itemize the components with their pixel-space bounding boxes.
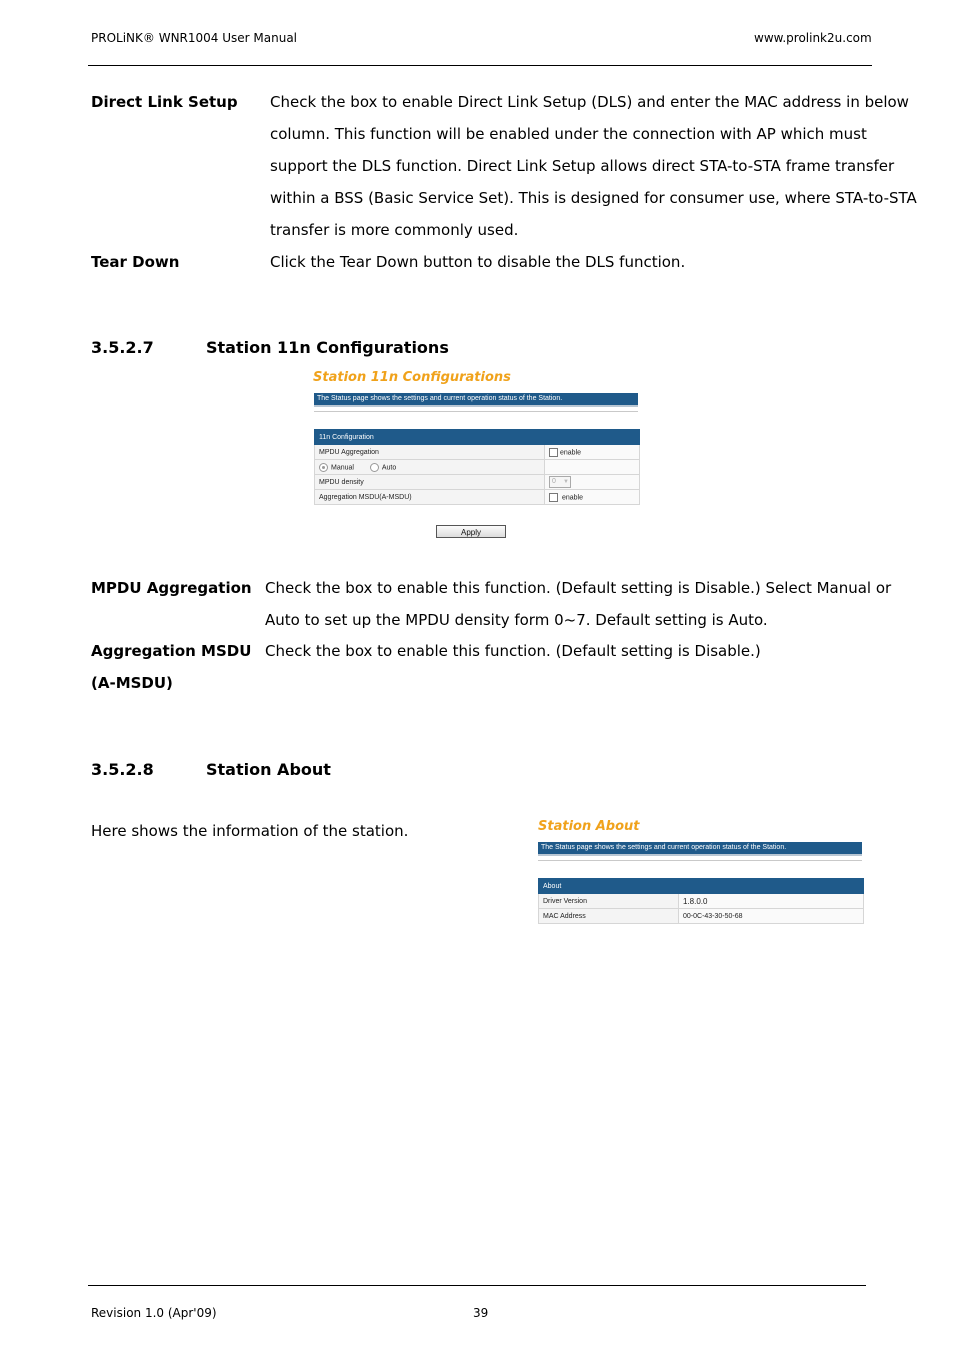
- row-mpdu-aggregation: [315, 445, 640, 460]
- section-number-11n: 3.5.2.7: [91, 338, 154, 357]
- desc-direct-link-setup: [270, 86, 917, 246]
- desc-line: support the DLS function. Direct Link Setup allows direct STA-to-STA frame transfer: [270, 157, 895, 175]
- apply-button[interactable]: Apply: [436, 525, 506, 538]
- section-title-11n: Station 11n Configurations: [206, 338, 449, 357]
- section-number-about: 3.5.2.8: [91, 760, 154, 779]
- desc-line: column. This function will be enabled under the connection with AP which must: [270, 125, 867, 143]
- table-about: [538, 878, 864, 924]
- header-left: PROLiNK® WNR1004 User Manual: [91, 31, 298, 45]
- screenshot-11n-status-bar: The Status page shows the settings and current operation status of the Station.: [314, 393, 638, 407]
- desc-line: Click the Tear Down button to disable the DLS function.: [270, 253, 686, 271]
- cell-mpdu-mode-empty: [545, 460, 640, 475]
- manual-label: Manual: [331, 463, 354, 471]
- mpdu-density-select[interactable]: [549, 476, 571, 488]
- cell-mpdu-mode: [315, 460, 545, 475]
- value-driver-version: 1.8.0.0: [679, 894, 864, 909]
- amsdu-enable-label: enable: [561, 493, 583, 501]
- desc-line: within a BSS (Basic Service Set). This is designed for consumer use, where STA-to-STA: [270, 189, 917, 207]
- section-title-about: Station About: [206, 760, 331, 779]
- screenshot-11n-title: Station 11n Configurations: [313, 370, 511, 385]
- label-amsdu: Aggregation MSDU(A-MSDU): [315, 490, 545, 505]
- footer-page-number: 39: [473, 1306, 489, 1320]
- amsdu-checkbox[interactable]: [549, 493, 558, 502]
- desc-mpdu-aggregation: [265, 572, 891, 636]
- auto-label: Auto: [381, 463, 397, 471]
- desc-line: Auto to set up the MPDU density form 0~7. Default setting is Auto.: [265, 611, 768, 629]
- row-mpdu-density: [315, 475, 640, 490]
- desc-aggregation-msdu: [265, 635, 761, 667]
- footer-revision: Revision 1.0 (Apr'09): [91, 1306, 217, 1320]
- table-11n-configuration: [314, 429, 640, 505]
- desc-line: Check the box to enable this function. (Default setting is Disable.): [265, 642, 761, 660]
- mpdu-aggregation-checkbox[interactable]: [549, 448, 558, 457]
- term-tear-down: Tear Down: [91, 253, 180, 271]
- table-header-row: [315, 430, 640, 445]
- term-aggregation-msdu: [91, 635, 251, 699]
- term-mpdu-aggregation: MPDU Aggregation: [91, 579, 252, 597]
- about-intro: Here shows the information of the station.: [91, 822, 409, 840]
- cell-mpdu-enable: [545, 445, 640, 460]
- term-line: (A-MSDU): [91, 674, 173, 692]
- auto-radio[interactable]: [370, 463, 379, 472]
- row-amsdu: [315, 490, 640, 505]
- header-right: www.prolink2u.com: [754, 31, 872, 45]
- row-mac-address: [539, 909, 864, 924]
- table-header-about: About: [539, 879, 864, 894]
- value-mac-address: 00-0C-43-30-50-68: [679, 909, 864, 924]
- footer-rule: [88, 1285, 866, 1286]
- label-mpdu-aggregation: MPDU Aggregation: [315, 445, 545, 460]
- term-line: Aggregation MSDU: [91, 642, 252, 660]
- chevron-down-icon: ▼: [563, 479, 569, 485]
- table-header-row: [539, 879, 864, 894]
- row-driver-version: [539, 894, 864, 909]
- cell-amsdu-enable: [545, 490, 640, 505]
- mpdu-enable-label: enable: [560, 448, 582, 456]
- desc-tear-down: [270, 246, 685, 278]
- manual-radio[interactable]: [319, 463, 328, 472]
- desc-line: Check the box to enable this function. (Default setting is Disable.) Select Manual or: [265, 579, 892, 597]
- label-mpdu-density: MPDU density: [315, 475, 545, 490]
- desc-line: Check the box to enable Direct Link Setup (DLS) and enter the MAC address in below: [270, 93, 909, 111]
- desc-line: transfer is more commonly used.: [270, 221, 519, 239]
- label-mac-address: MAC Address: [539, 909, 679, 924]
- screenshot-about-status-bar: The Status page shows the settings and current operation status of the Station.: [538, 842, 862, 856]
- cell-mpdu-density: [545, 475, 640, 490]
- term-direct-link-setup: Direct Link Setup: [91, 93, 238, 111]
- label-driver-version: Driver Version: [539, 894, 679, 909]
- density-value: 0: [552, 478, 556, 485]
- header-rule: [88, 65, 872, 66]
- screenshot-11n-divider: [314, 411, 638, 412]
- screenshot-about-title: Station About: [538, 819, 640, 834]
- screenshot-about-divider: [538, 860, 862, 861]
- table-header-11n: 11n Configuration: [315, 430, 640, 445]
- row-mpdu-mode: [315, 460, 640, 475]
